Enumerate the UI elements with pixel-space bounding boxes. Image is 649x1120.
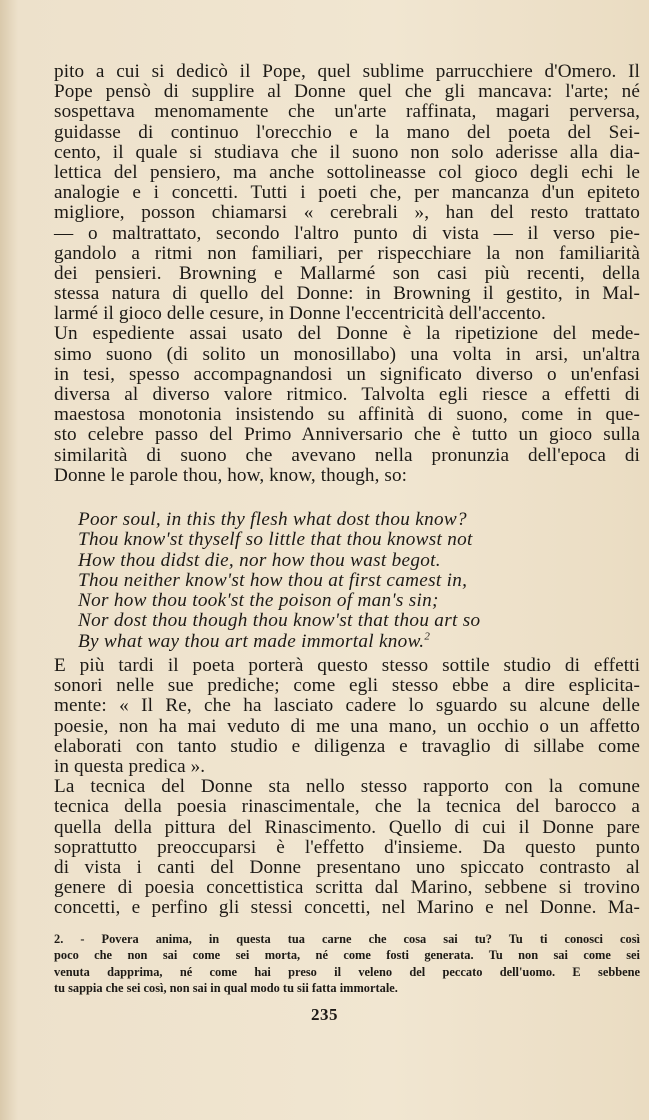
text-line: sonori nelle sue prediche; come egli stesso ebbe a dire esplicita-: [54, 675, 640, 697]
verse-quotation: [78, 510, 598, 652]
text-line: similarità di suono che avevano nella pronunzia dell'epoca di: [54, 444, 640, 466]
verse-line: Nor how thou took'st the poison of man's sin;: [78, 590, 439, 612]
text-line: simo suono (di solito un monosillabo) una volta in arsi, un'altra: [54, 343, 640, 365]
text-line: — o maltrattato, secondo l'altro punto di vista — il verso pie-: [54, 222, 640, 244]
footnote-line: venuta dapprima, né come hai preso il veleno del peccato dell'uomo. E sebbene: [54, 964, 640, 979]
text-line: larmé il gioco delle cesure, in Donne l'eccentricità dell'accento.: [54, 303, 546, 325]
text-line: soprattutto preoccuparsi è l'effetto d'insieme. Da questo punto: [54, 836, 640, 858]
text-line: concetti, e perfino gli stessi concetti, nel Marino e nel Donne. Ma-: [54, 897, 640, 919]
text-line: migliore, posson chiamarsi « cerebrali », han del resto trattato: [54, 202, 640, 224]
text-line: analogie e i concetti. Tutti i poeti che, per mancanza d'un epiteto: [54, 182, 640, 204]
text-line: diversa al diverso valore ritmico. Talvolta egli riesce a effetti di: [54, 384, 640, 405]
footnote-line: 2. - Povera anima, in questa tua carne che cosa sai tu? Tu ti conosci così: [54, 932, 640, 946]
paragraph-3: [54, 656, 640, 777]
footnote-line: poco che non sai come sei morta, né come fosti generata. Tu non sai come sei: [54, 948, 640, 963]
paragraph-1: [54, 62, 640, 324]
text-line: cento, il quale si studiava che il suono non solo aderisse alla dia-: [54, 141, 640, 163]
text-line: in tesi, spesso accompagnandosi un significato diverso o un'enfasi: [54, 363, 640, 385]
text-line: di vista i canti del Donne presentano uno spiccato contrasto al: [54, 856, 640, 878]
text-line: gandolo a ritmi non familiari, per rispecchiare la non familiarità: [54, 242, 640, 264]
verse-line: How thou didst die, nor how thou wast begot.: [78, 549, 441, 571]
text-line: elaborati con tanto studio e diligenza e travaglio di sillabe come: [54, 735, 640, 757]
body-text-bottom: [54, 656, 640, 918]
text-line: maestosa monotonia insistendo su affinità di suono, come in que-: [54, 404, 640, 426]
verse-line: Thou neither know'st how thou at first camest in,: [78, 569, 468, 591]
text-line: Pope pensò di supplire al Donne quel che gli mancava: l'arte; né: [54, 81, 640, 103]
paragraph-2: [54, 324, 640, 486]
text-line: Un espediente assai usato del Donne è la ripetizione del mede-: [54, 323, 640, 345]
text-line: poesie, non ha mai veduto di me una mano, un occhio o un affetto: [54, 715, 640, 737]
text-line: quella della pittura del Rinascimento. Quello di cui il Donne pare: [54, 816, 640, 838]
footnote: [54, 931, 640, 996]
verse-line: Thou know'st thyself so little that thou knowst not: [78, 529, 473, 551]
body-text-top: [54, 62, 640, 486]
text-line: sto celebre passo del Primo Anniversario che è tutto un gioco sulla: [54, 424, 640, 446]
text-line: pito a cui si dedicò il Pope, quel sublime parrucchiere d'Omero. Il: [54, 61, 640, 82]
text-line: genere di poesia concettistica scritta dal Marino, sebbene si trovino: [54, 877, 640, 899]
page-number: 235: [311, 1005, 338, 1024]
paragraph-4: [54, 777, 640, 918]
text-line: sospettava menomamente che un'arte raffinata, magari perversa,: [54, 101, 640, 123]
text-line: E più tardi il poeta porterà questo stesso sottile studio di effetti: [54, 655, 640, 676]
text-line: guidasse di continuo l'orecchio e la mano del poeta del Sei-: [54, 121, 640, 143]
text-line: in questa predica ».: [54, 755, 206, 777]
text-line: mente: « Il Re, che ha lasciato cadere lo sguardo su alcune delle: [54, 695, 640, 717]
text-line: dei pensieri. Browning e Mallarmé son casi più recenti, della: [54, 262, 640, 284]
text-line: Donne le parole thou, how, know, though, so:: [54, 464, 408, 486]
footnote-line: tu sappia che sei così, non sai in qual modo tu sii fatta immortale.: [54, 980, 398, 995]
text-line: stessa natura di quello del Donne: in Browning il gestito, in Mal-: [54, 283, 640, 305]
text-line: lettica del pensiero, ma anche sottolineasse col gioco degli echi le: [54, 161, 640, 183]
verse-line: Nor dost thou though thou know'st that thou art so: [78, 610, 481, 632]
text-line: tecnica della poesia rinascimentale, che la tecnica del barocco a: [54, 796, 640, 818]
text-line: La tecnica del Donne sta nello stesso rapporto con la comune: [54, 776, 640, 798]
verse-line-last: [78, 632, 598, 652]
footnote-marker[interactable]: 2: [424, 630, 431, 643]
verse-line: Poor soul, in this thy flesh what dost thou know?: [78, 509, 467, 530]
verse-line-text: By what way thou art made immortal know.: [78, 630, 425, 652]
